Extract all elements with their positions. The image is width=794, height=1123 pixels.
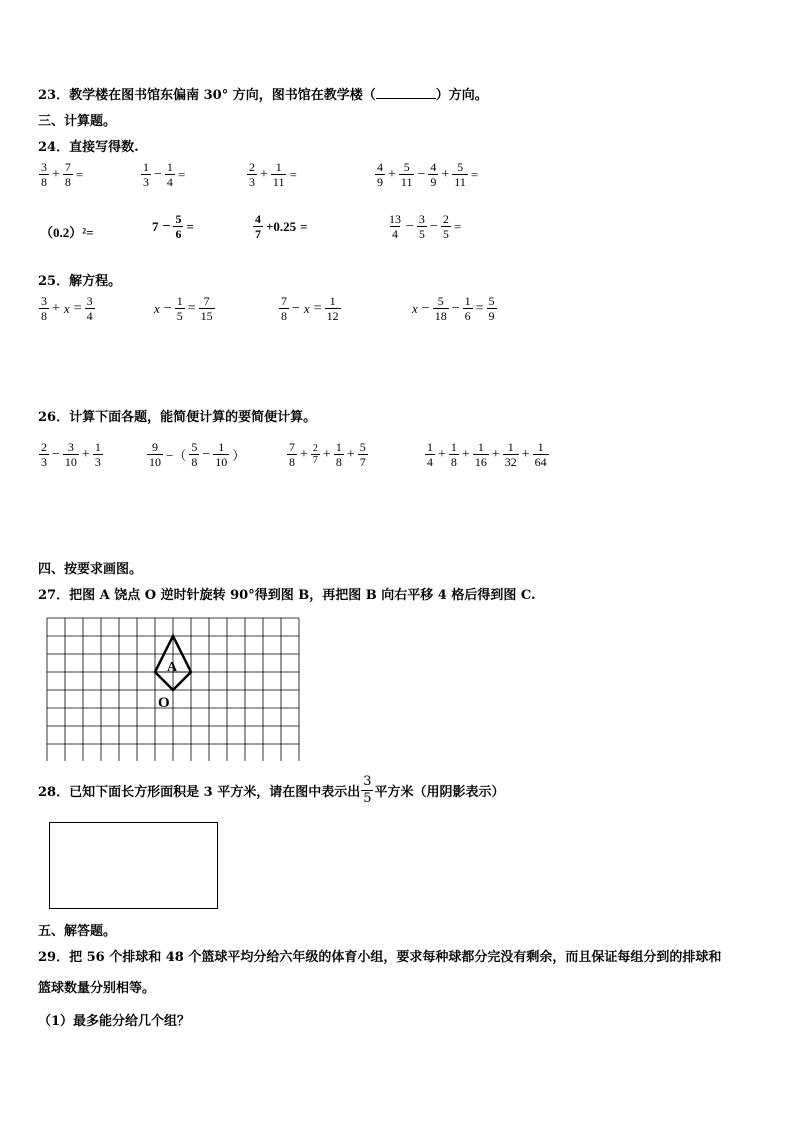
q24-r2-expr-4	[386, 212, 463, 241]
fraction-numerator: 1	[335, 440, 342, 454]
q24-r2-expr-1: （0.2）²=	[40, 225, 94, 240]
fraction-numerator: 1	[94, 440, 101, 454]
math-operator: ）	[232, 448, 246, 463]
fraction-numerator: 5	[175, 212, 182, 226]
math-fraction	[425, 440, 435, 469]
shape-a-label: A	[167, 660, 178, 675]
math-operator: +	[521, 446, 530, 462]
math-operator: −	[417, 166, 426, 182]
fraction-denominator: 3	[94, 455, 101, 469]
fraction-numerator: 1	[427, 440, 433, 454]
math-variable: x	[63, 300, 70, 316]
fraction-numerator: 5	[359, 440, 366, 454]
q28-rectangle[interactable]	[49, 822, 218, 909]
point-o-label: O	[158, 695, 170, 711]
math-operator: −	[292, 300, 300, 316]
fraction-denominator: 11	[272, 175, 285, 189]
q28-fraction	[361, 774, 373, 807]
math-operator: =	[73, 300, 82, 316]
fraction-numerator: 1	[176, 294, 183, 308]
fraction-numerator: 3	[41, 160, 47, 174]
fraction-denominator: 6	[175, 227, 182, 241]
q25-equation-4	[410, 294, 498, 323]
section-5-heading: 五、解答题。	[38, 924, 117, 939]
equals-sign: =	[186, 218, 194, 234]
fraction-denominator: 4	[427, 455, 433, 469]
math-operator: −	[421, 300, 430, 316]
math-operator: −（	[166, 448, 187, 463]
q24-row-2	[36, 212, 756, 252]
math-fraction	[473, 440, 489, 469]
math-fraction	[279, 294, 289, 323]
fraction-numerator: 3	[67, 440, 74, 454]
fraction-denominator: 6	[464, 309, 471, 323]
math-operator: +0.25	[266, 218, 297, 234]
math-fraction	[253, 212, 263, 241]
q26-expr-2	[146, 440, 247, 469]
q28-frac-den: 5	[363, 791, 372, 806]
fraction-numerator: 3	[86, 294, 93, 308]
math-fraction	[428, 160, 438, 189]
math-fraction	[399, 160, 415, 189]
fraction-denominator: 9	[377, 175, 383, 189]
math-fraction	[175, 294, 185, 323]
q26-row	[36, 440, 756, 480]
question-24-title: 24．直接写得数.	[38, 140, 139, 155]
math-fraction	[213, 440, 229, 469]
math-operator: +	[346, 446, 355, 462]
math-fraction	[533, 440, 549, 469]
q28-text-after: 平方米（用阴影表示）	[374, 785, 505, 800]
question-28	[38, 774, 505, 807]
fraction-denominator: 3	[249, 175, 255, 189]
math-variable: x	[303, 300, 310, 316]
fraction-denominator: 7	[312, 455, 318, 466]
fraction-denominator: 12	[326, 309, 339, 323]
math-operator: −	[202, 446, 211, 462]
q24-r2-expr-3	[252, 212, 310, 241]
section-3-heading: 三、计算题。	[38, 114, 117, 129]
fraction-denominator: 5	[176, 309, 183, 323]
math-operator: −	[162, 218, 171, 234]
math-fraction	[452, 160, 468, 189]
fraction-numerator: 7	[64, 160, 71, 174]
fraction-numerator: 3	[41, 294, 47, 308]
q24-r1-expr-3	[246, 160, 299, 189]
math-operator: +	[461, 446, 470, 462]
fraction-denominator: 8	[41, 175, 47, 189]
fraction-numerator: 1	[275, 160, 282, 174]
fraction-denominator: 4	[86, 309, 93, 323]
fraction-denominator: 11	[454, 175, 466, 189]
math-fraction	[63, 440, 79, 469]
section-4-heading: 四、按要求画图。	[38, 562, 143, 577]
q27-grid[interactable]	[46, 617, 300, 761]
math-fraction	[358, 440, 368, 469]
fraction-denominator: 8	[335, 455, 342, 469]
math-fraction	[433, 294, 449, 323]
q28-frac-num: 3	[363, 774, 372, 789]
fraction-denominator: 10	[149, 455, 161, 469]
math-fraction	[441, 212, 451, 241]
fraction-numerator: 7	[203, 294, 210, 308]
fraction-denominator: 8	[450, 455, 457, 469]
math-fraction	[503, 440, 519, 469]
math-fraction	[165, 160, 175, 189]
fraction-numerator: 5	[191, 440, 198, 454]
math-operator: +	[388, 166, 396, 182]
fraction-numerator: 7	[289, 440, 295, 454]
math-fraction	[417, 212, 427, 241]
q24-r1-expr-1	[38, 160, 85, 189]
math-fraction	[487, 294, 497, 323]
fraction-numerator: 3	[418, 212, 425, 226]
q25-row	[36, 294, 756, 334]
fraction-numerator: 2	[442, 212, 449, 226]
equals-sign: =	[289, 166, 297, 182]
fraction-numerator: 1	[166, 160, 173, 174]
fraction-denominator: 8	[289, 455, 295, 469]
math-fraction	[449, 440, 459, 469]
q26-expr-3	[286, 440, 369, 469]
fraction-denominator: 3	[143, 175, 149, 189]
math-fraction	[334, 440, 344, 469]
fraction-denominator: 10	[215, 455, 228, 469]
math-fraction	[325, 294, 341, 323]
math-fraction	[311, 443, 320, 466]
fraction-numerator: 1	[464, 294, 471, 308]
fraction-denominator: 8	[281, 309, 287, 323]
fraction-numerator: 4	[255, 212, 261, 226]
q23-text-before: 23．教学楼在图书馆东偏南 30° 方向，图书馆在教学楼（	[38, 88, 376, 103]
question-25-title: 25．解方程。	[38, 274, 122, 289]
math-operator: =	[313, 300, 322, 316]
q27-grid-figure	[46, 617, 300, 765]
fraction-numerator: 4	[377, 160, 383, 174]
fraction-denominator: 3	[41, 455, 47, 469]
math-operator: −	[154, 166, 162, 182]
fraction-denominator: 5	[442, 227, 449, 241]
fraction-numerator: 1	[537, 440, 544, 454]
math-fraction	[39, 160, 49, 189]
fraction-denominator: 15	[200, 309, 213, 323]
math-operator: −	[163, 300, 172, 316]
fraction-denominator: 8	[191, 455, 198, 469]
fraction-numerator: 5	[437, 294, 444, 308]
fraction-denominator: 18	[434, 309, 447, 323]
fraction-numerator: 13	[389, 212, 401, 226]
math-operator: −	[52, 446, 60, 462]
fraction-denominator: 8	[64, 175, 71, 189]
fraction-denominator: 4	[166, 175, 173, 189]
math-fraction	[141, 160, 151, 189]
math-fraction	[375, 160, 385, 189]
math-fraction	[39, 440, 49, 469]
math-operator: +	[438, 446, 446, 462]
fraction-numerator: 1	[477, 440, 484, 454]
math-fraction	[247, 160, 257, 189]
math-operator: +	[260, 166, 268, 182]
fraction-numerator: 5	[457, 160, 464, 174]
fraction-numerator: 2	[249, 160, 255, 174]
math-operator: −	[451, 300, 460, 316]
math-fraction	[63, 160, 73, 189]
fraction-numerator: 1	[507, 440, 514, 454]
math-operator: +	[441, 166, 450, 182]
equals-sign: =	[453, 218, 462, 234]
math-fraction	[93, 440, 103, 469]
math-operator: +	[322, 446, 331, 462]
fraction-denominator: 5	[418, 227, 425, 241]
q25-equation-2	[152, 294, 216, 323]
math-variable: x	[412, 300, 418, 316]
fraction-denominator: 7	[255, 227, 261, 241]
math-variable: x	[154, 300, 160, 316]
q23-text-after: ）方向。	[435, 88, 488, 103]
math-fraction	[147, 440, 163, 469]
fraction-numerator: 4	[430, 160, 437, 174]
q26-expr-1	[38, 440, 104, 469]
math-fraction	[199, 294, 215, 323]
math-operator: −	[429, 218, 438, 234]
fraction-numerator: 9	[152, 440, 158, 454]
math-operator: +	[52, 166, 60, 182]
fraction-numerator: 1	[218, 440, 225, 454]
math-fraction	[387, 212, 403, 241]
math-operator: =	[187, 300, 196, 316]
math-fraction	[189, 440, 199, 469]
equals-sign: =	[75, 166, 84, 182]
question-27-title: 27．把图 A 饶点 O 逆时针旋转 90°得到图 B，再把图 B 向右平移 4 格后得到图 C.	[38, 588, 536, 603]
fraction-denominator: 11	[400, 175, 413, 189]
math-operator: =	[475, 300, 484, 316]
fraction-numerator: 2	[41, 440, 47, 454]
math-fraction	[271, 160, 287, 189]
math-fraction	[287, 440, 297, 469]
math-operator: +	[52, 300, 60, 316]
fraction-denominator: 16	[474, 455, 487, 469]
q29-line-1: 29．把 56 个排球和 48 个篮球平均分给六年级的体育小组，要求每种球都分完没有剩余，而且保证每组分到的排球和	[38, 950, 722, 965]
fraction-denominator: 64	[534, 455, 547, 469]
fraction-denominator: 8	[41, 309, 47, 323]
q25-equation-3	[278, 294, 342, 323]
fraction-numerator: 5	[403, 160, 410, 174]
math-operator: +	[491, 446, 500, 462]
fraction-denominator: 7	[359, 455, 366, 469]
equals-sign: =	[300, 218, 308, 234]
q24-row-1	[36, 160, 756, 200]
fraction-numerator: 5	[488, 294, 495, 308]
math-fraction	[173, 212, 183, 241]
math-operator: 7	[152, 218, 159, 234]
equals-sign: =	[177, 166, 186, 182]
q25-equation-1	[38, 294, 96, 323]
math-fraction	[39, 294, 49, 323]
q28-text-before: 28．已知下面长方形面积是 3 平方米，请在图中表示出	[38, 785, 361, 800]
q24-r2-expr-2	[150, 212, 196, 241]
math-operator: −	[406, 218, 414, 234]
q26-expr-4	[424, 440, 550, 469]
fraction-denominator: 4	[392, 227, 398, 241]
q23-answer-blank[interactable]	[376, 86, 436, 99]
q29-sub-1: （1）最多能分给几个组？	[38, 1014, 191, 1029]
question-26-title: 26．计算下面各题，能简便计算的要简便计算。	[38, 410, 317, 425]
fraction-numerator: 1	[450, 440, 457, 454]
math-fraction	[463, 294, 473, 323]
q24-r1-expr-2	[140, 160, 187, 189]
q29-line-2: 篮球数量分别相等。	[38, 981, 156, 996]
fraction-numerator: 2	[312, 443, 318, 454]
fraction-numerator: 7	[281, 294, 287, 308]
fraction-denominator: 9	[430, 175, 437, 189]
math-operator: +	[81, 446, 90, 462]
math-fraction	[85, 294, 95, 323]
fraction-numerator: 1	[329, 294, 336, 308]
question-23	[38, 84, 488, 103]
equals-sign: =	[470, 166, 479, 182]
math-operator: +	[300, 446, 308, 462]
fraction-numerator: 1	[143, 160, 149, 174]
fraction-denominator: 32	[504, 455, 517, 469]
fraction-denominator: 10	[64, 455, 77, 469]
fraction-denominator: 9	[488, 309, 495, 323]
q24-r1-expr-4	[374, 160, 480, 189]
